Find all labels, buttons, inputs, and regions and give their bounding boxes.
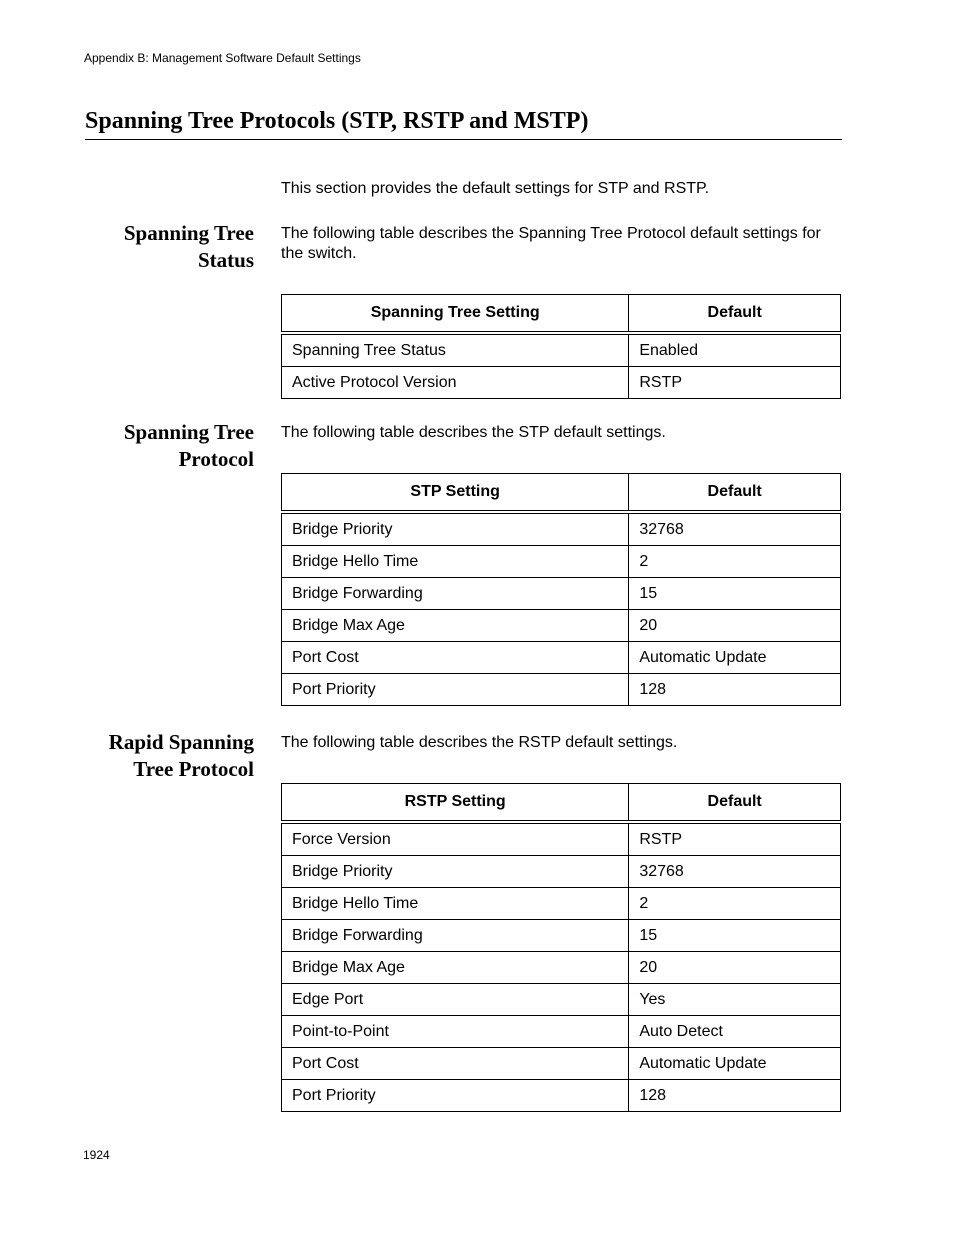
table-header-row bbox=[282, 295, 841, 334]
default-cell: Automatic Update bbox=[629, 1048, 841, 1080]
setting-cell: Bridge Max Age bbox=[282, 610, 629, 642]
section-heading-spanning-tree-protocol bbox=[60, 419, 254, 473]
default-cell: Yes bbox=[629, 984, 841, 1016]
section-description: The following table describes the RSTP default settings. bbox=[281, 734, 678, 751]
table-row bbox=[282, 578, 841, 610]
setting-cell: Port Cost bbox=[282, 1048, 629, 1080]
intro-text: This section provides the default settings for STP and RSTP. bbox=[281, 180, 710, 197]
setting-cell: Active Protocol Version bbox=[282, 367, 629, 399]
title-rule bbox=[85, 139, 842, 140]
running-header: Appendix B: Management Software Default Settings bbox=[84, 51, 361, 65]
table-row bbox=[282, 952, 841, 984]
column-header-default: Default bbox=[629, 295, 841, 334]
setting-cell: Force Version bbox=[282, 822, 629, 856]
table-row bbox=[282, 546, 841, 578]
table-row bbox=[282, 367, 841, 399]
table-row bbox=[282, 610, 841, 642]
default-cell: 2 bbox=[629, 888, 841, 920]
column-header-setting: RSTP Setting bbox=[282, 784, 629, 823]
setting-cell: Bridge Hello Time bbox=[282, 546, 629, 578]
section-heading-spanning-tree-status bbox=[60, 220, 254, 274]
section-description: The following table describes the STP default settings. bbox=[281, 424, 666, 441]
setting-cell: Port Priority bbox=[282, 1080, 629, 1112]
default-cell: RSTP bbox=[629, 822, 841, 856]
setting-cell: Bridge Priority bbox=[282, 856, 629, 888]
default-cell: 15 bbox=[629, 920, 841, 952]
page-number: 1924 bbox=[83, 1148, 110, 1162]
page-title: Spanning Tree Protocols (STP, RSTP and MSTP) bbox=[85, 108, 589, 134]
default-cell: Enabled bbox=[629, 333, 841, 367]
setting-cell: Port Cost bbox=[282, 642, 629, 674]
default-cell: 20 bbox=[629, 610, 841, 642]
default-cell: Auto Detect bbox=[629, 1016, 841, 1048]
table-row bbox=[282, 333, 841, 367]
setting-cell: Point-to-Point bbox=[282, 1016, 629, 1048]
setting-cell: Bridge Priority bbox=[282, 512, 629, 546]
spanning-tree-status-table bbox=[281, 294, 841, 399]
table-header-row bbox=[282, 474, 841, 513]
setting-cell: Bridge Forwarding bbox=[282, 920, 629, 952]
table-row bbox=[282, 856, 841, 888]
default-cell: RSTP bbox=[629, 367, 841, 399]
default-cell: 15 bbox=[629, 578, 841, 610]
section-heading-line: Protocol bbox=[178, 447, 254, 471]
default-cell: 20 bbox=[629, 952, 841, 984]
table-row bbox=[282, 920, 841, 952]
table-row bbox=[282, 512, 841, 546]
default-cell: 128 bbox=[629, 674, 841, 706]
column-header-default: Default bbox=[629, 784, 841, 823]
column-header-setting: Spanning Tree Setting bbox=[282, 295, 629, 334]
table-header-row bbox=[282, 784, 841, 823]
column-header-default: Default bbox=[629, 474, 841, 513]
default-cell: Automatic Update bbox=[629, 642, 841, 674]
table-row bbox=[282, 1016, 841, 1048]
section-heading-line: Rapid Spanning bbox=[108, 730, 254, 754]
setting-cell: Bridge Forwarding bbox=[282, 578, 629, 610]
setting-cell: Port Priority bbox=[282, 674, 629, 706]
table-row bbox=[282, 1048, 841, 1080]
table-row bbox=[282, 1080, 841, 1112]
section-heading-line: Tree Protocol bbox=[133, 757, 254, 781]
setting-cell: Bridge Hello Time bbox=[282, 888, 629, 920]
setting-cell: Bridge Max Age bbox=[282, 952, 629, 984]
column-header-setting: STP Setting bbox=[282, 474, 629, 513]
default-cell: 32768 bbox=[629, 512, 841, 546]
section-heading-line: Spanning Tree bbox=[123, 420, 254, 444]
table-row bbox=[282, 984, 841, 1016]
setting-cell: Edge Port bbox=[282, 984, 629, 1016]
table-row bbox=[282, 642, 841, 674]
default-cell: 2 bbox=[629, 546, 841, 578]
table-row bbox=[282, 822, 841, 856]
table-row bbox=[282, 888, 841, 920]
section-heading-rapid-spanning-tree-protocol bbox=[60, 729, 254, 783]
section-heading-line: Status bbox=[197, 248, 254, 272]
rstp-settings-table bbox=[281, 783, 841, 1112]
setting-cell: Spanning Tree Status bbox=[282, 333, 629, 367]
default-cell: 32768 bbox=[629, 856, 841, 888]
table-row bbox=[282, 674, 841, 706]
default-cell: 128 bbox=[629, 1080, 841, 1112]
section-heading-line: Spanning Tree bbox=[123, 221, 254, 245]
section-description: The following table describes the Spanning Tree Protocol default settings for the switch. bbox=[281, 225, 821, 262]
stp-settings-table bbox=[281, 473, 841, 706]
